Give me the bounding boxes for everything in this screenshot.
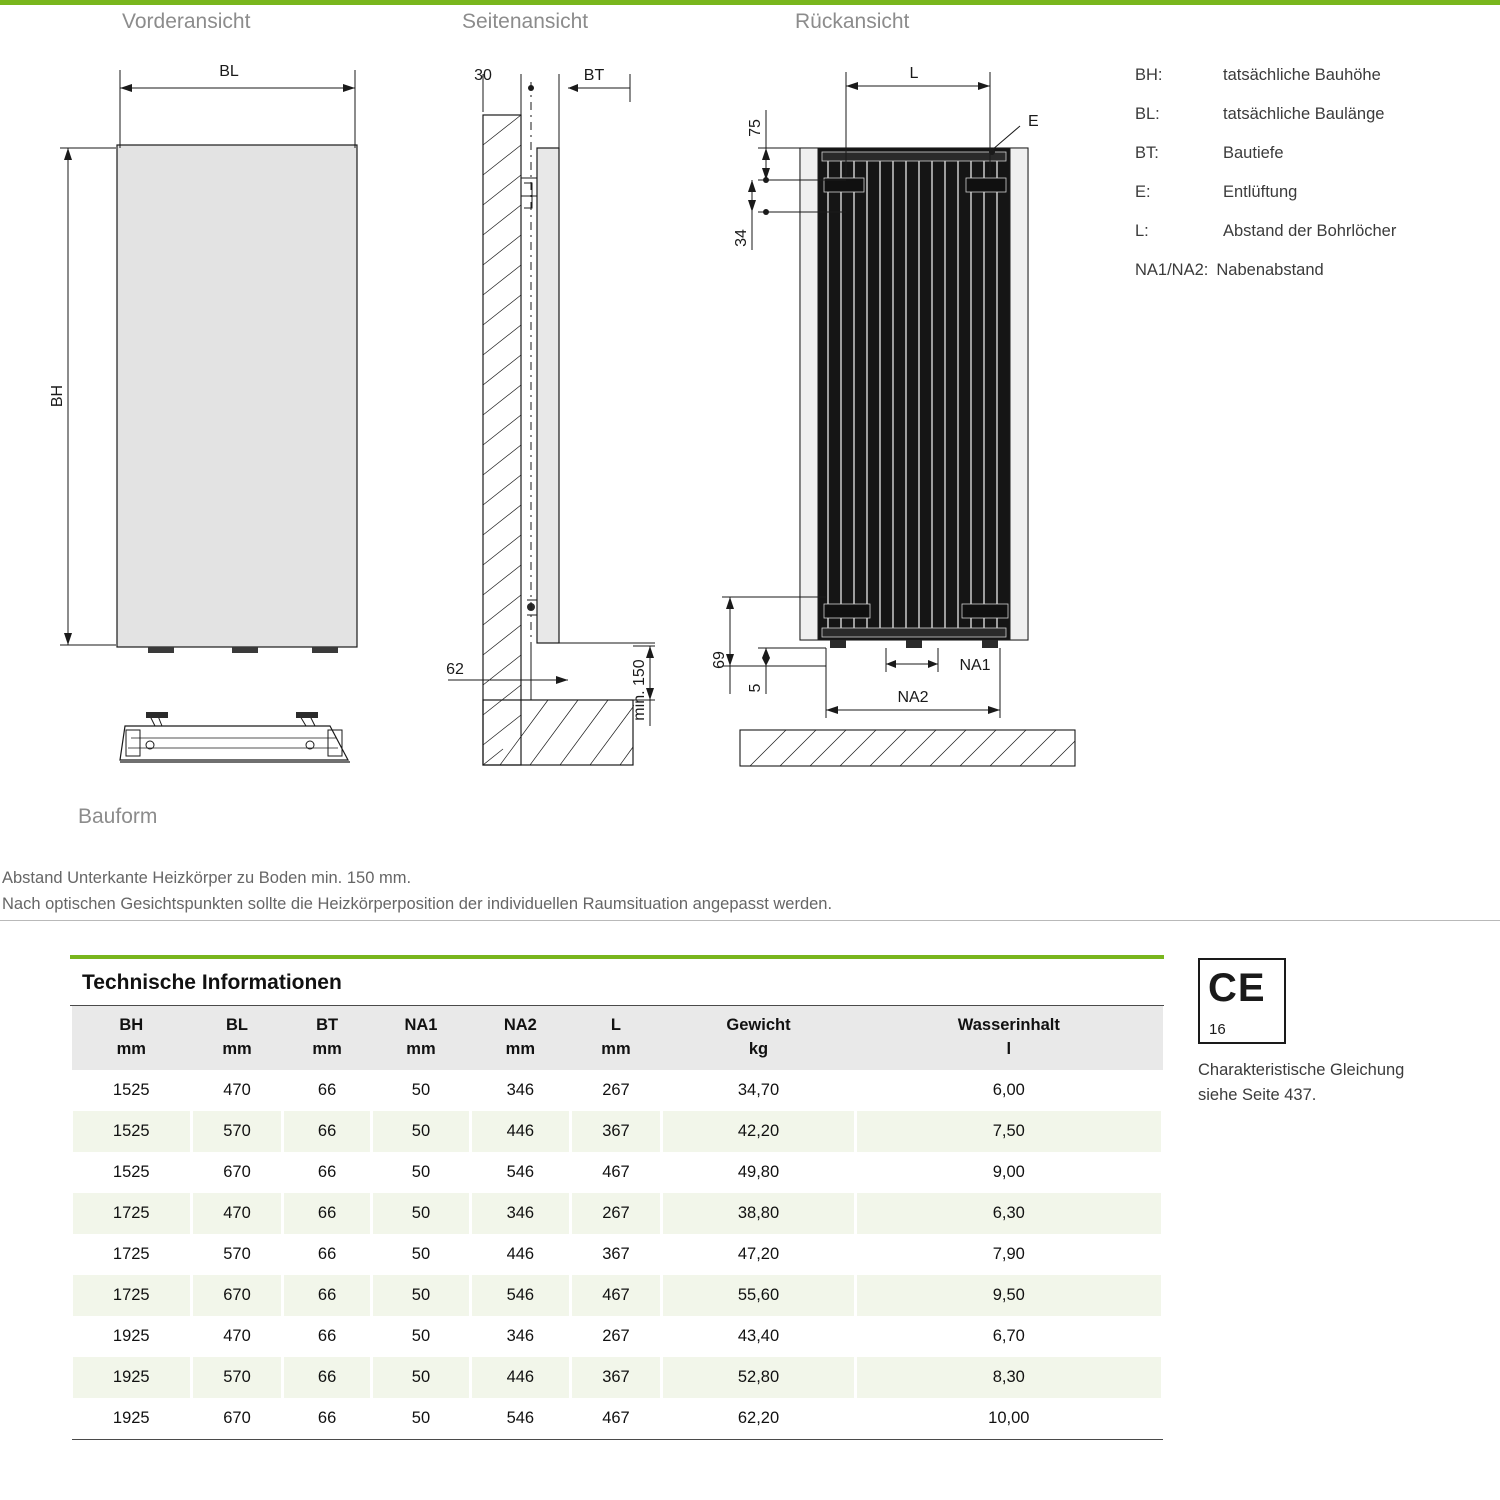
svg-text:BL: BL xyxy=(219,63,239,80)
ce-logo: CE xyxy=(1208,966,1266,1010)
cell-bh: 1925 xyxy=(112,1326,150,1345)
column-unit: l xyxy=(1006,1039,1012,1058)
cell-l: 467 xyxy=(570,1275,662,1316)
column-header-bt xyxy=(283,1006,371,1070)
ce-block xyxy=(1198,958,1458,1108)
cell-na2: 446 xyxy=(471,1357,570,1398)
cell-bt: 66 xyxy=(317,1080,337,1099)
legend-row xyxy=(1135,222,1475,241)
svg-text:5: 5 xyxy=(747,683,764,693)
table-title: Technische Informationen xyxy=(82,971,342,994)
legend-key: NA1/NA2: xyxy=(1135,261,1209,279)
note-line-2: Nach optischen Gesichtspunkten sollte die Heizkörperposition der individuellen Raumsituation angepasst werden. xyxy=(2,894,833,913)
table-row xyxy=(72,1234,1163,1275)
cell-wasserinhalt: 7,90 xyxy=(992,1244,1025,1263)
svg-text:NA1: NA1 xyxy=(959,657,991,674)
cell-gewicht: 52,80 xyxy=(662,1357,855,1398)
cell-bh: 1725 xyxy=(112,1244,150,1263)
ce-caption xyxy=(1198,1058,1458,1108)
cell-na1: 50 xyxy=(411,1244,431,1263)
svg-text:NA2: NA2 xyxy=(897,689,929,706)
cell-na1: 50 xyxy=(411,1080,431,1099)
view-title-bauform: Bauform xyxy=(78,805,158,828)
legend-value: Bautiefe xyxy=(1223,144,1284,162)
bauform-drawing xyxy=(120,712,350,762)
cell-l: 367 xyxy=(570,1357,662,1398)
cell-l: 367 xyxy=(570,1111,662,1152)
technical-information-table xyxy=(70,955,1164,1440)
cell-l: 467 xyxy=(570,1398,662,1440)
front-view-drawing xyxy=(49,63,357,653)
column-header-na2 xyxy=(471,1006,570,1070)
column-name: Gewicht xyxy=(726,1016,791,1034)
cell-bl: 570 xyxy=(191,1357,283,1398)
cell-wasserinhalt: 8,30 xyxy=(855,1357,1162,1398)
cell-na1: 50 xyxy=(371,1193,470,1234)
table-row xyxy=(72,1357,1163,1398)
legend-value: tatsächliche Baulänge xyxy=(1223,105,1385,123)
column-name: Wasserinhalt xyxy=(957,1016,1060,1034)
legend-row xyxy=(1135,261,1475,280)
notes xyxy=(2,866,832,917)
cell-na1: 50 xyxy=(411,1326,431,1345)
cell-l: 367 xyxy=(602,1244,630,1263)
svg-text:BH: BH xyxy=(49,384,66,408)
cell-l: 267 xyxy=(602,1326,630,1345)
cell-bl: 570 xyxy=(223,1244,251,1263)
table-row xyxy=(72,1070,1163,1111)
cell-l: 467 xyxy=(602,1162,630,1181)
cell-bl: 470 xyxy=(223,1326,251,1345)
cell-bh: 1725 xyxy=(72,1193,192,1234)
column-unit: mm xyxy=(505,1039,535,1058)
legend-value: tatsächliche Bauhöhe xyxy=(1223,66,1381,84)
column-unit: mm xyxy=(406,1039,436,1058)
cell-na1: 50 xyxy=(411,1162,431,1181)
cell-na2: 446 xyxy=(471,1111,570,1152)
cell-bt: 66 xyxy=(283,1193,371,1234)
column-unit: mm xyxy=(601,1039,631,1058)
cell-bh: 1525 xyxy=(112,1080,150,1099)
column-unit: kg xyxy=(748,1039,769,1058)
ce-mark-box xyxy=(1198,958,1286,1044)
cell-na2: 346 xyxy=(471,1193,570,1234)
column-name: L xyxy=(610,1016,621,1034)
legend-value: Entlüftung xyxy=(1223,183,1298,201)
view-title-back: Rückansicht xyxy=(795,10,910,33)
cell-wasserinhalt: 10,00 xyxy=(855,1398,1162,1440)
column-name: NA1 xyxy=(404,1016,438,1034)
cell-na2: 446 xyxy=(506,1244,535,1263)
legend-row xyxy=(1135,144,1475,163)
cell-na2: 546 xyxy=(471,1275,570,1316)
cell-bt: 66 xyxy=(317,1162,337,1181)
table-row xyxy=(72,1111,1163,1152)
column-header-wasserinhalt xyxy=(855,1006,1162,1070)
table-row xyxy=(72,1152,1163,1193)
table-head xyxy=(72,1006,1163,1070)
cell-wasserinhalt: 7,50 xyxy=(855,1111,1162,1152)
spec-table xyxy=(70,1006,1164,1440)
view-title-front: Vorderansicht xyxy=(122,10,251,33)
column-unit: mm xyxy=(222,1039,252,1058)
cell-na2: 546 xyxy=(506,1162,535,1181)
column-header-na1 xyxy=(371,1006,470,1070)
svg-text:75: 75 xyxy=(747,119,764,137)
ce-number: 16 xyxy=(1209,1021,1226,1038)
column-name: BH xyxy=(119,1016,144,1034)
column-unit: mm xyxy=(116,1039,146,1058)
column-name: NA2 xyxy=(503,1016,537,1034)
legend-row xyxy=(1135,105,1475,124)
table-row xyxy=(72,1398,1163,1440)
svg-text:69: 69 xyxy=(711,651,728,669)
cell-l: 267 xyxy=(602,1080,630,1099)
cell-na1: 50 xyxy=(371,1275,470,1316)
cell-bl: 470 xyxy=(223,1080,251,1099)
cell-gewicht: 34,70 xyxy=(737,1080,780,1099)
view-title-side: Seitenansicht xyxy=(462,10,589,33)
cell-na1: 50 xyxy=(371,1111,470,1152)
cell-wasserinhalt: 6,70 xyxy=(992,1326,1025,1345)
cell-bh: 1725 xyxy=(72,1275,192,1316)
cell-bh: 1925 xyxy=(72,1357,192,1398)
cell-bl: 670 xyxy=(191,1398,283,1440)
cell-bh: 1925 xyxy=(72,1398,192,1440)
cell-bt: 66 xyxy=(283,1357,371,1398)
legend-row xyxy=(1135,66,1475,85)
cell-bt: 66 xyxy=(283,1111,371,1152)
cell-gewicht: 55,60 xyxy=(662,1275,855,1316)
svg-text:30: 30 xyxy=(474,67,492,84)
cell-bh: 1525 xyxy=(112,1162,150,1181)
cell-gewicht: 62,20 xyxy=(662,1398,855,1440)
cell-wasserinhalt: 9,50 xyxy=(855,1275,1162,1316)
column-name: BL xyxy=(225,1016,248,1034)
cell-gewicht: 43,40 xyxy=(737,1326,780,1345)
legend-key: E: xyxy=(1135,183,1151,201)
cell-gewicht: 49,80 xyxy=(737,1162,780,1181)
legend-key: L: xyxy=(1135,222,1149,240)
legend-row xyxy=(1135,183,1475,202)
table-row xyxy=(72,1193,1163,1234)
ce-caption-line-2: siehe Seite 437. xyxy=(1198,1085,1317,1104)
note-line-1: Abstand Unterkante Heizkörper zu Boden min. 150 mm. xyxy=(2,869,412,887)
cell-gewicht: 38,80 xyxy=(662,1193,855,1234)
cell-gewicht: 47,20 xyxy=(737,1244,780,1263)
legend-value: Nabenabstand xyxy=(1216,261,1324,279)
cell-bt: 66 xyxy=(283,1398,371,1440)
legend-key: BH: xyxy=(1135,66,1163,84)
column-header-bl xyxy=(191,1006,283,1070)
legend-key: BT: xyxy=(1135,144,1159,162)
svg-text:E: E xyxy=(1028,113,1039,130)
table-row xyxy=(72,1316,1163,1357)
cell-bl: 670 xyxy=(191,1275,283,1316)
column-header-gewicht xyxy=(662,1006,855,1070)
cell-bh: 1525 xyxy=(72,1111,192,1152)
legend-value: Abstand der Bohrlöcher xyxy=(1223,222,1397,240)
table-row xyxy=(72,1275,1163,1316)
cell-wasserinhalt: 9,00 xyxy=(992,1162,1025,1181)
ce-caption-line-1: Charakteristische Gleichung xyxy=(1198,1061,1405,1079)
back-view-drawing xyxy=(711,65,1075,766)
table-body xyxy=(72,1070,1163,1440)
cell-wasserinhalt: 6,00 xyxy=(992,1080,1025,1099)
horizontal-rule xyxy=(0,920,1500,921)
cell-na1: 50 xyxy=(371,1398,470,1440)
svg-text:34: 34 xyxy=(733,229,750,247)
legend-key: BL: xyxy=(1135,105,1160,123)
svg-text:BT: BT xyxy=(583,67,605,84)
cell-bt: 66 xyxy=(317,1244,337,1263)
cell-bl: 570 xyxy=(191,1111,283,1152)
column-header-l xyxy=(570,1006,662,1070)
cell-na2: 346 xyxy=(506,1326,535,1345)
cell-gewicht: 42,20 xyxy=(662,1111,855,1152)
column-unit: mm xyxy=(312,1039,342,1058)
cell-na2: 546 xyxy=(471,1398,570,1440)
cell-na2: 346 xyxy=(506,1080,535,1099)
column-header-bh xyxy=(72,1006,192,1070)
svg-text:62: 62 xyxy=(446,661,464,678)
table-header-row xyxy=(72,1006,1163,1070)
cell-l: 267 xyxy=(570,1193,662,1234)
cell-bt: 66 xyxy=(283,1275,371,1316)
side-view-drawing xyxy=(446,67,655,765)
cell-wasserinhalt: 6,30 xyxy=(855,1193,1162,1234)
cell-bt: 66 xyxy=(317,1326,337,1345)
cell-bl: 670 xyxy=(223,1162,251,1181)
cell-na1: 50 xyxy=(371,1357,470,1398)
svg-text:min. 150: min. 150 xyxy=(631,659,648,721)
column-name: BT xyxy=(316,1016,339,1034)
cell-bl: 470 xyxy=(191,1193,283,1234)
svg-text:L: L xyxy=(909,65,919,82)
legend xyxy=(1135,66,1475,300)
